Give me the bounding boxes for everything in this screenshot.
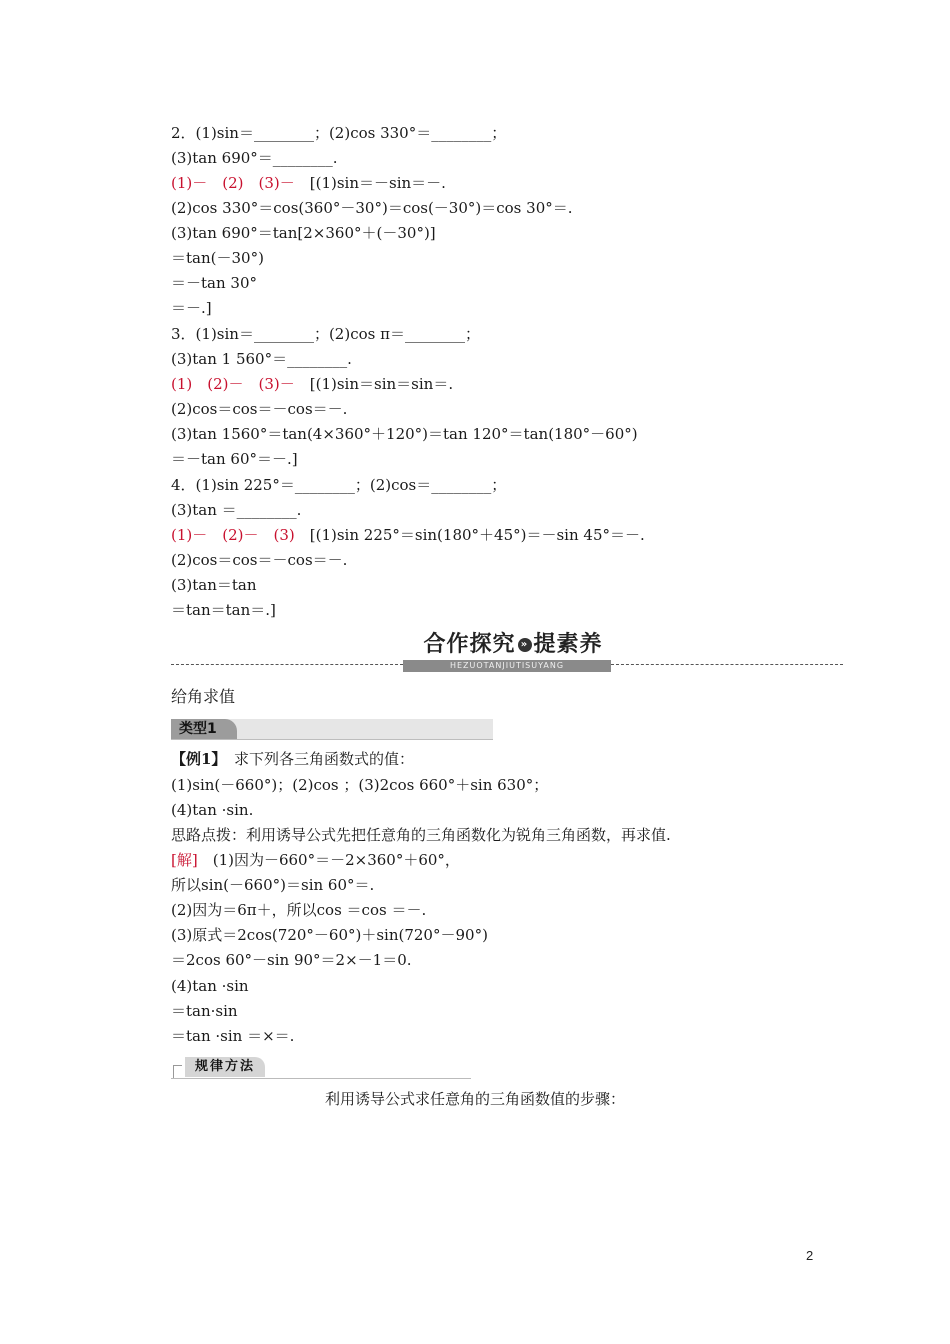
page-number: 2	[806, 1248, 814, 1263]
method-text: 利用诱导公式求任意角的三角函数值的步骤：	[325, 1090, 626, 1108]
text-line: ＝tan ·sin ＝×＝.	[171, 1027, 295, 1045]
text-line: 所以sin(－660°)＝sin 60°＝.	[171, 876, 375, 894]
answer-explanation: [(1)sin＝sin＝sin＝.	[294, 375, 454, 393]
banner-title	[415, 630, 611, 660]
text-line: (3)tan＝tan	[171, 576, 257, 594]
text-line: (1)sin(－660°)；(2)cos ；(3)2cos 660°＋sin 630°；	[171, 776, 549, 794]
text-line: 4．(1)sin 225°＝________；(2)cos＝________；	[171, 476, 507, 494]
answer-line	[171, 173, 446, 193]
method-tag-label: 规律方法	[185, 1057, 265, 1077]
answer-key: (1)－ (2) (3)－	[171, 174, 295, 192]
example-title	[171, 749, 414, 769]
text-line: ＝－tan 30°	[171, 274, 257, 292]
solution-text: (1)因为－660°＝－2×360°＋60°，	[197, 851, 460, 869]
banner-title-right: 提素养	[533, 632, 603, 657]
banner-subtitle: HEZUOTANJIUTISUYANG	[403, 660, 611, 672]
divider	[171, 1078, 471, 1079]
answer-explanation: [(1)sin 225°＝sin(180°＋45°)＝－sin 45°＝－.	[294, 526, 645, 544]
text-line: (3)tan 1 560°＝________.	[171, 350, 352, 368]
text-line: (4)tan ·sin	[171, 977, 249, 995]
text-line: 3．(1)sin＝________；(2)cos π＝________；	[171, 325, 480, 343]
type-tag-label: 类型1	[171, 719, 237, 739]
text-line: (3)原式＝2cos(720°－60°)＋sin(720°－90°)	[171, 926, 488, 944]
text-line: (3)tan 690°＝________.	[171, 149, 338, 167]
text-line: (3)tan 1560°＝tan(4×360°＋120°)＝tan 120°＝tan(180°－60°)	[171, 425, 638, 443]
banner-title-left: 合作探究	[423, 632, 516, 657]
text-line: (2)cos＝cos＝－cos＝－.	[171, 551, 348, 569]
answer-line	[171, 374, 453, 394]
solution-line	[171, 850, 460, 870]
answer-explanation: [(1)sin＝－sin＝－.	[294, 174, 446, 192]
text-line: 2．(1)sin＝________；(2)cos 330°＝________；	[171, 124, 507, 142]
type-tag	[171, 719, 493, 739]
answer-key: (1)－ (2)－ (3)	[171, 526, 295, 544]
text-line: (3)tan ＝________.	[171, 501, 302, 519]
text-line: ＝－.]	[171, 299, 212, 317]
answer-key: (1) (2)－ (3)－	[171, 375, 295, 393]
text-line: (3)tan 690°＝tan[2×360°＋(－30°)]	[171, 224, 436, 242]
text-line: (4)tan ·sin.	[171, 801, 254, 819]
divider	[611, 664, 843, 665]
text-line: ＝2cos 60°－sin 90°＝2×－1＝0.	[171, 951, 412, 969]
example-label: 【例1】	[171, 750, 219, 768]
text-line: ＝tan＝tan＝.]	[171, 601, 276, 619]
text-line: (2)cos＝cos＝－cos＝－.	[171, 400, 348, 418]
text-line: ＝tan(－30°)	[171, 249, 264, 267]
text-line: 思路点拨：利用诱导公式先把任意角的三角函数化为锐角三角函数，再求值.	[171, 826, 671, 844]
divider	[171, 664, 403, 665]
solution-label: [解]	[171, 851, 198, 869]
text-line: ＝tan·sin	[171, 1002, 238, 1020]
section-heading: 给角求值	[171, 687, 236, 706]
section-banner	[171, 630, 843, 674]
text-line: (2)cos 330°＝cos(360°－30°)＝cos(－30°)＝cos 30°＝.	[171, 199, 573, 217]
method-tag	[171, 1057, 471, 1079]
text-line: (2)因为＝6π＋，所以cos ＝cos ＝－.	[171, 901, 427, 919]
text-line: ＝－tan 60°＝－.]	[171, 450, 298, 468]
tag-bracket	[173, 1065, 182, 1079]
chevron-right-icon: »	[518, 638, 532, 652]
answer-line	[171, 525, 645, 545]
example-prompt: 求下列各三角函数式的值：	[218, 750, 414, 768]
